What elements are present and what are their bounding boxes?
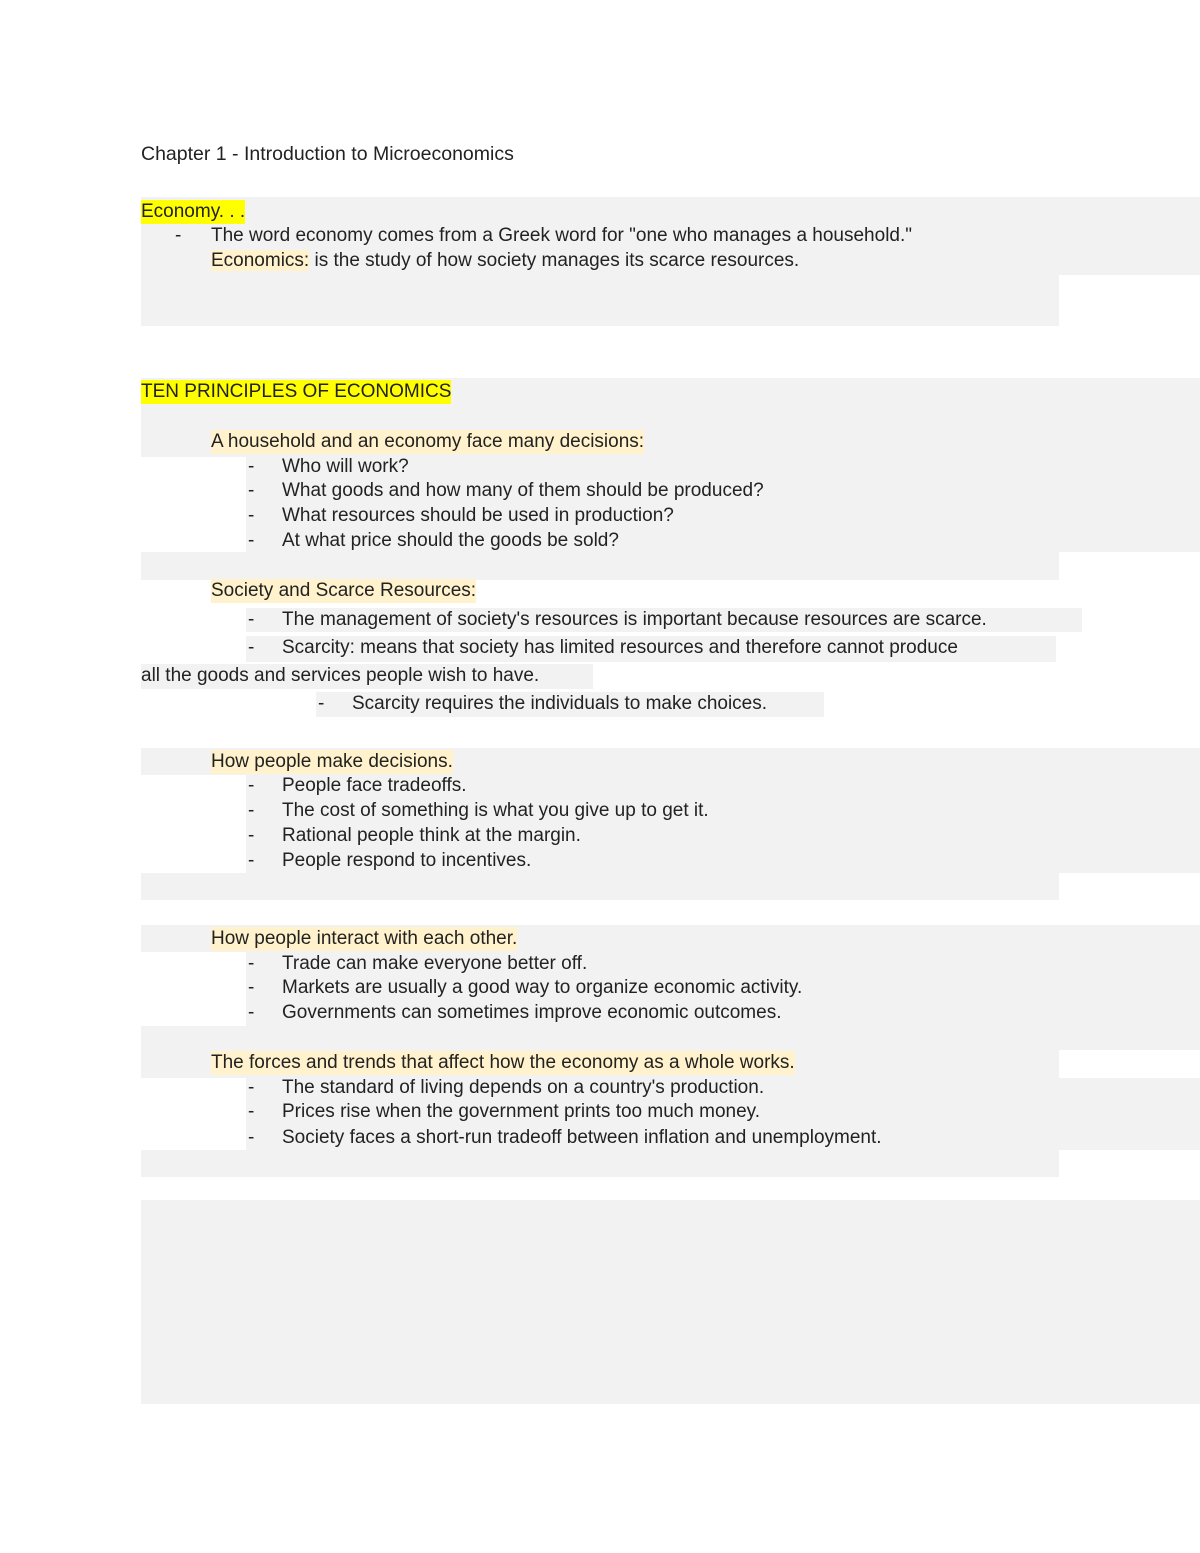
shade-block xyxy=(141,1150,1059,1177)
list-item: The standard of living depends on a country's production. xyxy=(282,1077,765,1098)
list-item: People face tradeoffs. xyxy=(282,775,467,796)
bullet-dash: - xyxy=(248,530,255,551)
bullet-dash: - xyxy=(248,480,255,501)
list-item: What goods and how many of them should be produced? xyxy=(282,480,764,501)
economy-heading: Economy. . . xyxy=(141,201,246,222)
shade-block xyxy=(141,1200,1200,1404)
bullet-dash: - xyxy=(248,850,255,871)
list-item: The management of society's resources is important because resources are scarce. xyxy=(282,609,987,630)
list-item: Trade can make everyone better off. xyxy=(282,953,588,974)
forces-label: The forces and trends that affect how the economy as a whole works. xyxy=(211,1052,795,1073)
list-item: Prices rise when the government prints too much money. xyxy=(282,1101,761,1122)
bullet-dash: - xyxy=(248,456,255,477)
document-title: Chapter 1 - Introduction to Microeconomics xyxy=(141,143,514,165)
shade-block xyxy=(141,1026,1200,1050)
bullet-dash: - xyxy=(248,637,255,658)
list-item: The cost of something is what you give up to get it. xyxy=(282,800,709,821)
bullet-dash: - xyxy=(248,775,255,796)
economics-definition-text: is the study of how society manages its scarce resources. xyxy=(309,250,800,271)
list-item: What resources should be used in production? xyxy=(282,505,674,526)
decisions-label: A household and an economy face many decisions: xyxy=(211,431,645,452)
bullet-dash: - xyxy=(248,800,255,821)
list-item-continuation: all the goods and services people wish to have. xyxy=(141,665,540,686)
society-label: Society and Scarce Resources: xyxy=(211,580,477,601)
shade-block xyxy=(141,873,1059,900)
ten-principles-heading: TEN PRINCIPLES OF ECONOMICS xyxy=(141,381,452,402)
bullet-dash: - xyxy=(248,977,255,998)
list-item: Markets are usually a good way to organize economic activity. xyxy=(282,977,803,998)
list-item: People respond to incentives. xyxy=(282,850,532,871)
bullet-dash: - xyxy=(248,1002,255,1023)
bullet-dash: - xyxy=(248,1101,255,1122)
shade-block xyxy=(141,275,1059,326)
list-item: Society faces a short-run tradeoff between inflation and unemployment. xyxy=(282,1127,882,1148)
list-item: At what price should the goods be sold? xyxy=(282,530,619,551)
bullet-dash: - xyxy=(248,825,255,846)
economics-definition xyxy=(211,249,799,273)
list-item: Governments can sometimes improve economic outcomes. xyxy=(282,1002,782,1023)
bullet-dash: - xyxy=(318,693,325,714)
list-item: Rational people think at the margin. xyxy=(282,825,581,846)
shade-block xyxy=(141,552,1059,580)
bullet-dash: - xyxy=(248,953,255,974)
bullet-dash: - xyxy=(248,609,255,630)
how-interact-label: How people interact with each other. xyxy=(211,928,518,949)
bullet-dash: - xyxy=(175,225,182,246)
sub-list-item: Scarcity requires the individuals to make choices. xyxy=(352,693,768,714)
list-item: Scarcity: means that society has limited resources and therefore cannot produce xyxy=(282,637,958,658)
economics-term: Economics: xyxy=(211,250,310,271)
list-item: Who will work? xyxy=(282,456,409,477)
economy-origin-text: The word economy comes from a Greek word for "one who manages a household." xyxy=(211,225,913,246)
bullet-dash: - xyxy=(248,1077,255,1098)
bullet-dash: - xyxy=(248,505,255,526)
how-decide-label: How people make decisions. xyxy=(211,751,453,772)
bullet-dash: - xyxy=(248,1127,255,1148)
